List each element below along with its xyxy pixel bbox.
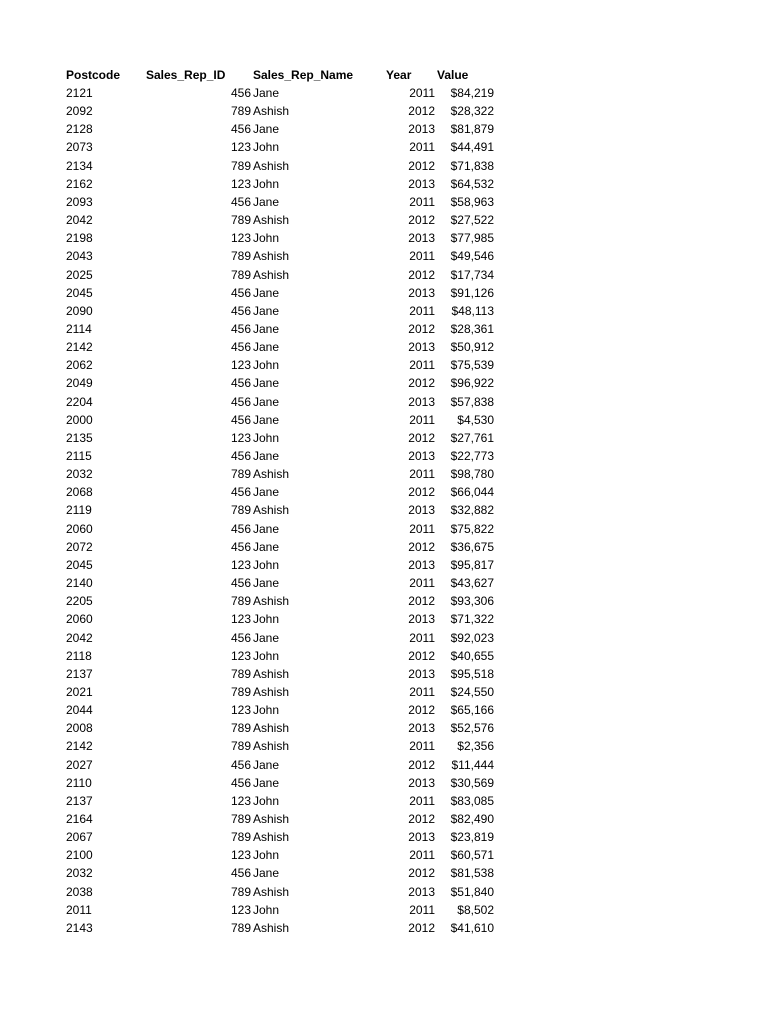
header-postcode: Postcode	[66, 68, 121, 82]
cell-value: $44,491	[450, 140, 494, 155]
table-row	[0, 247, 768, 265]
cell-sales-rep-id: 123	[230, 140, 251, 155]
cell-value: $58,963	[450, 194, 494, 209]
cell-postcode: 2042	[66, 630, 93, 645]
table-row	[0, 665, 768, 683]
cell-value: $66,044	[450, 485, 494, 500]
cell-postcode: 2135	[66, 430, 93, 445]
cell-year: 2012	[408, 321, 435, 336]
cell-postcode: 2067	[66, 830, 93, 845]
cell-year: 2012	[408, 539, 435, 554]
cell-sales-rep-name: Ashish	[253, 666, 290, 681]
table-row	[0, 429, 768, 447]
cell-postcode: 2062	[66, 358, 93, 373]
cell-sales-rep-name: Ashish	[253, 721, 290, 736]
cell-postcode: 2090	[66, 303, 93, 318]
cell-sales-rep-name: John	[253, 848, 280, 863]
cell-sales-rep-id: 456	[230, 576, 251, 591]
cell-sales-rep-id: 456	[230, 757, 251, 772]
cell-sales-rep-name: John	[253, 231, 280, 246]
header-value: Value	[437, 68, 469, 82]
table-row	[0, 737, 768, 755]
cell-sales-rep-id: 456	[230, 412, 251, 427]
cell-year: 2012	[408, 376, 435, 391]
cell-value: $57,838	[450, 394, 494, 409]
cell-sales-rep-id: 456	[230, 321, 251, 336]
cell-year: 2012	[408, 648, 435, 663]
cell-sales-rep-id: 789	[230, 920, 251, 935]
cell-sales-rep-id: 789	[230, 594, 251, 609]
cell-year: 2011	[409, 249, 435, 264]
cell-sales-rep-name: Ashish	[253, 158, 290, 173]
cell-postcode: 2038	[66, 884, 93, 899]
cell-sales-rep-name: Jane	[253, 303, 280, 318]
cell-postcode: 2114	[66, 321, 92, 336]
cell-sales-rep-name: Jane	[253, 866, 280, 881]
table-row	[0, 610, 768, 628]
table-row	[0, 828, 768, 846]
table-row	[0, 211, 768, 229]
cell-sales-rep-name: John	[253, 358, 280, 373]
cell-value: $75,539	[450, 358, 494, 373]
cell-sales-rep-id: 456	[230, 376, 251, 391]
cell-sales-rep-name: Ashish	[253, 249, 290, 264]
cell-sales-rep-id: 123	[230, 612, 251, 627]
cell-sales-rep-id: 789	[230, 104, 251, 119]
cell-year: 2011	[409, 412, 435, 427]
cell-value: $95,817	[450, 557, 494, 572]
cell-year: 2013	[408, 503, 435, 518]
cell-year: 2011	[409, 521, 435, 536]
cell-sales-rep-id: 123	[230, 176, 251, 191]
cell-postcode: 2032	[66, 866, 93, 881]
cell-sales-rep-id: 456	[230, 485, 251, 500]
table-row	[0, 719, 768, 737]
cell-value: $77,985	[450, 231, 494, 246]
cell-year: 2011	[409, 739, 435, 754]
cell-sales-rep-name: Jane	[253, 412, 280, 427]
cell-sales-rep-name: Ashish	[253, 104, 290, 119]
cell-sales-rep-name: Jane	[253, 521, 280, 536]
cell-sales-rep-id: 456	[230, 303, 251, 318]
cell-value: $41,610	[450, 920, 494, 935]
table-row	[0, 883, 768, 901]
cell-postcode: 2093	[66, 194, 93, 209]
cell-sales-rep-name: Jane	[253, 576, 280, 591]
cell-postcode: 2140	[66, 576, 93, 591]
cell-value: $71,838	[450, 158, 494, 173]
cell-value: $32,882	[450, 503, 494, 518]
cell-year: 2012	[408, 703, 435, 718]
cell-sales-rep-name: Jane	[253, 340, 280, 355]
cell-year: 2011	[409, 630, 435, 645]
table-row	[0, 193, 768, 211]
cell-value: $83,085	[450, 793, 494, 808]
cell-year: 2013	[408, 122, 435, 137]
cell-sales-rep-id: 456	[230, 122, 251, 137]
cell-postcode: 2000	[66, 412, 93, 427]
cell-postcode: 2121	[66, 86, 93, 100]
cell-postcode: 2118	[66, 648, 92, 663]
cell-postcode: 2025	[66, 267, 93, 282]
cell-value: $81,879	[450, 122, 494, 137]
cell-value: $92,023	[450, 630, 494, 645]
cell-sales-rep-name: Jane	[253, 394, 280, 409]
table-row	[0, 556, 768, 574]
cell-sales-rep-name: Jane	[253, 630, 280, 645]
cell-sales-rep-id: 456	[230, 630, 251, 645]
table-row	[0, 520, 768, 538]
cell-postcode: 2042	[66, 213, 93, 228]
cell-postcode: 2021	[66, 684, 93, 699]
cell-postcode: 2060	[66, 521, 93, 536]
cell-sales-rep-id: 456	[230, 86, 251, 100]
table-row	[0, 138, 768, 156]
cell-year: 2013	[408, 394, 435, 409]
cell-sales-rep-id: 123	[230, 430, 251, 445]
cell-postcode: 2142	[66, 340, 93, 355]
cell-value: $17,734	[450, 267, 494, 282]
table-row	[0, 374, 768, 392]
cell-sales-rep-name: Jane	[253, 194, 280, 209]
cell-value: $36,675	[450, 539, 494, 554]
cell-year: 2013	[408, 612, 435, 627]
cell-value: $81,538	[450, 866, 494, 881]
cell-sales-rep-id: 456	[230, 775, 251, 790]
cell-postcode: 2060	[66, 612, 93, 627]
cell-year: 2013	[408, 557, 435, 572]
cell-year: 2013	[408, 231, 435, 246]
cell-postcode: 2032	[66, 467, 93, 482]
cell-year: 2012	[408, 866, 435, 881]
cell-year: 2011	[409, 793, 435, 808]
cell-year: 2011	[409, 140, 435, 155]
cell-postcode: 2044	[66, 703, 93, 718]
cell-sales-rep-id: 789	[230, 884, 251, 899]
cell-sales-rep-name: Jane	[253, 539, 280, 554]
cell-value: $27,522	[450, 213, 494, 228]
cell-sales-rep-name: Ashish	[253, 830, 290, 845]
cell-year: 2012	[408, 158, 435, 173]
cell-value: $30,569	[450, 775, 494, 790]
cell-year: 2012	[408, 812, 435, 826]
table-row	[0, 284, 768, 302]
cell-year: 2011	[409, 848, 435, 863]
cell-sales-rep-name: John	[253, 703, 280, 718]
header-sales-rep-name: Sales_Rep_Name	[253, 68, 354, 82]
cell-value: $65,166	[450, 703, 494, 718]
cell-sales-rep-name: Ashish	[253, 467, 290, 482]
cell-postcode: 2134	[66, 158, 93, 173]
cell-value: $91,126	[450, 285, 494, 300]
cell-year: 2012	[408, 594, 435, 609]
cell-sales-rep-name: Ashish	[253, 739, 290, 754]
table-row	[0, 647, 768, 665]
cell-sales-rep-name: Jane	[253, 757, 280, 772]
cell-sales-rep-id: 123	[230, 231, 251, 246]
cell-year: 2011	[409, 358, 435, 373]
cell-value: $28,361	[450, 321, 494, 336]
cell-value: $23,819	[450, 830, 494, 845]
cell-sales-rep-id: 789	[230, 213, 251, 228]
cell-sales-rep-id: 789	[230, 812, 251, 826]
cell-sales-rep-id: 123	[230, 902, 251, 917]
cell-year: 2011	[409, 576, 435, 591]
cell-value: $84,219	[450, 86, 494, 100]
cell-sales-rep-id: 123	[230, 703, 251, 718]
cell-sales-rep-name: John	[253, 612, 280, 627]
cell-year: 2013	[408, 884, 435, 899]
table-row	[0, 629, 768, 647]
cell-postcode: 2143	[66, 920, 93, 935]
cell-sales-rep-id: 456	[230, 866, 251, 881]
cell-year: 2012	[408, 213, 435, 228]
cell-postcode: 2008	[66, 721, 93, 736]
cell-year: 2013	[408, 721, 435, 736]
table-row	[0, 102, 768, 120]
cell-postcode: 2115	[66, 449, 92, 463]
cell-sales-rep-id: 123	[230, 793, 251, 808]
cell-value: $64,532	[450, 176, 494, 191]
cell-value: $98,780	[450, 467, 494, 482]
table-row	[0, 302, 768, 320]
cell-postcode: 2110	[66, 775, 92, 790]
cell-sales-rep-name: Jane	[253, 376, 280, 391]
cell-value: $40,655	[450, 648, 494, 663]
cell-postcode: 2137	[66, 666, 93, 681]
cell-sales-rep-id: 789	[230, 739, 251, 754]
table-row	[0, 411, 768, 429]
table-row	[0, 864, 768, 882]
table-row	[0, 574, 768, 592]
header-sales-rep-id: Sales_Rep_ID	[146, 68, 226, 82]
table-row	[0, 356, 768, 374]
cell-sales-rep-name: Jane	[253, 122, 280, 137]
cell-sales-rep-id: 789	[230, 684, 251, 699]
cell-sales-rep-name: Jane	[253, 285, 280, 300]
cell-year: 2013	[408, 775, 435, 790]
table-row	[0, 756, 768, 774]
cell-sales-rep-name: Ashish	[253, 884, 290, 899]
cell-year: 2011	[409, 684, 435, 699]
cell-sales-rep-id: 789	[230, 158, 251, 173]
cell-sales-rep-name: Ashish	[253, 684, 290, 699]
cell-postcode: 2205	[66, 594, 93, 609]
table-row	[0, 320, 768, 338]
table-row	[0, 538, 768, 556]
cell-year: 2013	[408, 449, 435, 463]
table-row	[0, 792, 768, 810]
cell-sales-rep-name: Ashish	[253, 267, 290, 282]
cell-value: $96,922	[450, 376, 494, 391]
cell-postcode: 2100	[66, 848, 93, 863]
table-row	[0, 338, 768, 356]
cell-year: 2013	[408, 666, 435, 681]
cell-value: $75,822	[450, 521, 494, 536]
cell-sales-rep-id: 789	[230, 467, 251, 482]
cell-sales-rep-name: Jane	[253, 775, 280, 790]
table-row	[0, 175, 768, 193]
cell-sales-rep-name: John	[253, 140, 280, 155]
cell-sales-rep-name: John	[253, 557, 280, 572]
cell-sales-rep-name: John	[253, 176, 280, 191]
cell-year: 2011	[409, 86, 435, 100]
cell-postcode: 2162	[66, 176, 93, 191]
cell-year: 2012	[408, 757, 435, 772]
cell-sales-rep-id: 456	[230, 394, 251, 409]
cell-postcode: 2137	[66, 793, 93, 808]
cell-sales-rep-id: 456	[230, 340, 251, 355]
cell-sales-rep-name: Jane	[253, 86, 280, 100]
cell-year: 2011	[409, 902, 435, 917]
cell-postcode: 2198	[66, 231, 93, 246]
cell-year: 2012	[408, 104, 435, 119]
cell-value: $82,490	[450, 812, 494, 826]
cell-sales-rep-name: John	[253, 902, 280, 917]
cell-sales-rep-name: Jane	[253, 321, 280, 336]
cell-value: $50,912	[450, 340, 494, 355]
table-row	[0, 120, 768, 138]
cell-value: $48,113	[451, 303, 494, 318]
cell-value: $71,322	[450, 612, 494, 627]
cell-year: 2013	[408, 285, 435, 300]
cell-postcode: 2045	[66, 557, 93, 572]
cell-postcode: 2142	[66, 739, 93, 754]
table-row	[0, 483, 768, 501]
cell-postcode: 2011	[66, 902, 92, 917]
cell-sales-rep-id: 789	[230, 503, 251, 518]
table-row	[0, 447, 768, 465]
table-row	[0, 84, 768, 102]
cell-sales-rep-id: 456	[230, 539, 251, 554]
table-row	[0, 501, 768, 519]
cell-postcode: 2204	[66, 394, 93, 409]
cell-value: $43,627	[450, 576, 494, 591]
cell-year: 2013	[408, 340, 435, 355]
cell-year: 2011	[409, 194, 435, 209]
cell-value: $52,576	[450, 721, 494, 736]
cell-year: 2011	[409, 467, 435, 482]
table-row	[0, 919, 768, 937]
cell-value: $27,761	[450, 430, 494, 445]
table-row	[0, 592, 768, 610]
cell-sales-rep-id: 456	[230, 285, 251, 300]
cell-sales-rep-id: 789	[230, 666, 251, 681]
cell-sales-rep-id: 789	[230, 830, 251, 845]
cell-sales-rep-id: 456	[230, 194, 251, 209]
cell-postcode: 2092	[66, 104, 93, 119]
cell-postcode: 2045	[66, 285, 93, 300]
cell-value: $95,518	[450, 666, 494, 681]
cell-sales-rep-name: Ashish	[253, 920, 290, 935]
table-row	[0, 774, 768, 792]
cell-value: $8,502	[457, 902, 494, 917]
cell-value: $24,550	[450, 684, 494, 699]
cell-value: $93,306	[450, 594, 494, 609]
table-row	[0, 683, 768, 701]
cell-postcode: 2027	[66, 757, 93, 772]
cell-postcode: 2073	[66, 140, 93, 155]
table-row	[0, 157, 768, 175]
cell-postcode: 2164	[66, 812, 93, 826]
cell-value: $4,530	[457, 412, 494, 427]
table-row	[0, 266, 768, 284]
table-row	[0, 810, 768, 828]
cell-postcode: 2049	[66, 376, 93, 391]
cell-sales-rep-name: Ashish	[253, 594, 290, 609]
cell-year: 2012	[408, 430, 435, 445]
cell-sales-rep-id: 123	[230, 557, 251, 572]
cell-sales-rep-id: 789	[230, 721, 251, 736]
cell-value: $28,322	[450, 104, 494, 119]
cell-sales-rep-name: Jane	[253, 485, 280, 500]
cell-sales-rep-name: John	[253, 648, 280, 663]
cell-year: 2013	[408, 176, 435, 191]
cell-sales-rep-name: Ashish	[253, 812, 290, 826]
cell-sales-rep-id: 789	[230, 267, 251, 282]
cell-postcode: 2072	[66, 539, 93, 554]
cell-sales-rep-id: 456	[230, 521, 251, 536]
cell-value: $22,773	[450, 449, 494, 463]
table-row	[0, 901, 768, 919]
cell-year: 2011	[409, 303, 435, 318]
cell-year: 2013	[408, 830, 435, 845]
cell-sales-rep-name: Ashish	[253, 213, 290, 228]
cell-value: $49,546	[450, 249, 494, 264]
cell-sales-rep-name: Ashish	[253, 503, 290, 518]
cell-year: 2012	[408, 485, 435, 500]
cell-sales-rep-name: John	[253, 430, 280, 445]
cell-postcode: 2043	[66, 249, 93, 264]
cell-sales-rep-id: 789	[230, 249, 251, 264]
cell-sales-rep-id: 456	[230, 449, 251, 463]
cell-postcode: 2128	[66, 122, 93, 137]
cell-postcode: 2068	[66, 485, 93, 500]
table-row	[0, 229, 768, 247]
cell-value: $51,840	[450, 884, 494, 899]
header-year: Year	[386, 68, 412, 82]
cell-sales-rep-id: 123	[230, 848, 251, 863]
cell-value: $2,356	[457, 739, 494, 754]
cell-year: 2012	[408, 920, 435, 935]
cell-sales-rep-id: 123	[230, 648, 251, 663]
cell-value: $60,571	[450, 848, 494, 863]
cell-year: 2012	[408, 267, 435, 282]
table-row	[0, 846, 768, 864]
cell-sales-rep-id: 123	[230, 358, 251, 373]
cell-sales-rep-name: John	[253, 793, 280, 808]
cell-postcode: 2119	[66, 503, 92, 518]
table-row	[0, 393, 768, 411]
cell-value: $11,444	[451, 757, 494, 772]
table-header-row	[0, 66, 768, 84]
cell-sales-rep-name: Jane	[253, 449, 280, 463]
table-row	[0, 701, 768, 719]
table-row	[0, 465, 768, 483]
